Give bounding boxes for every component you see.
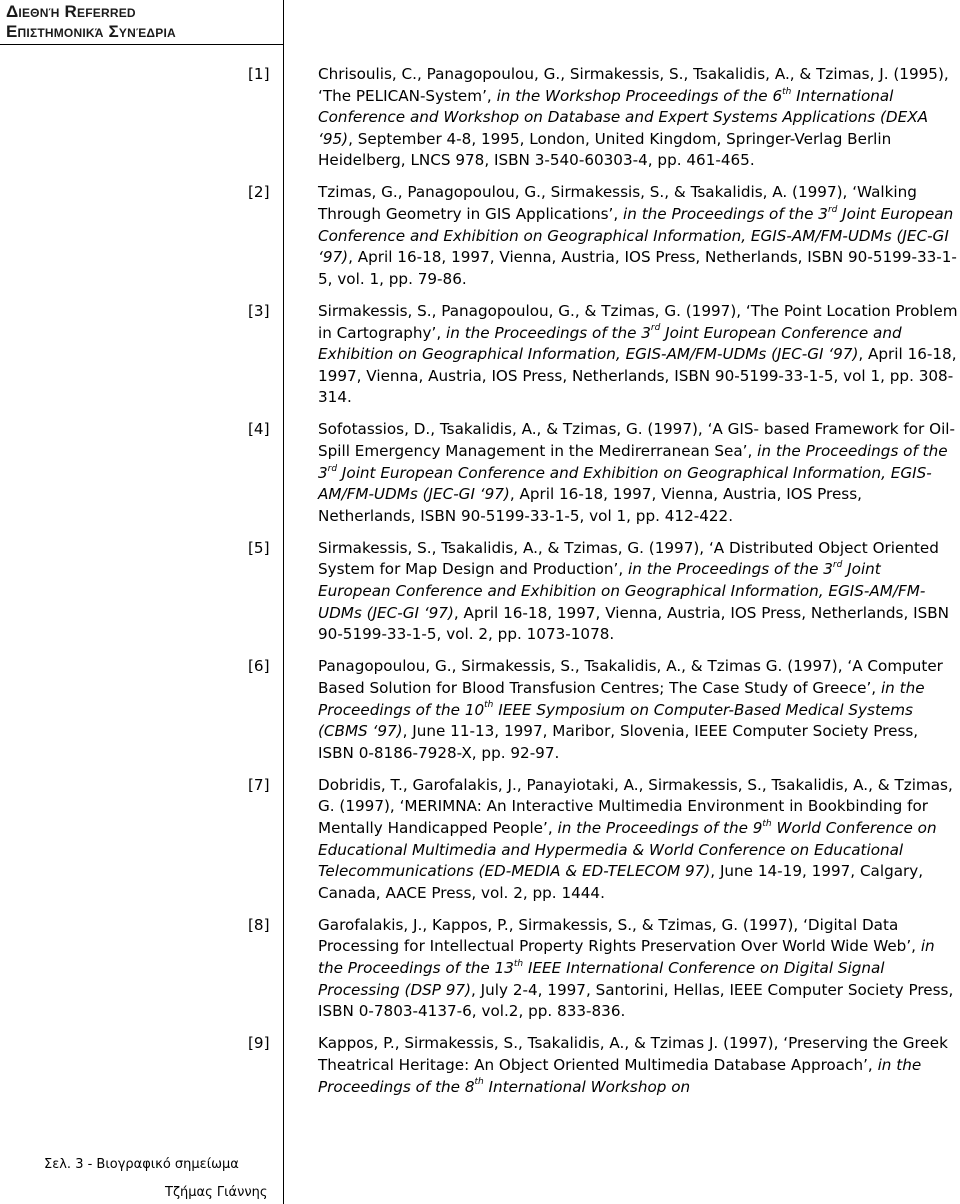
citation-text: , April 16-18, 1997, Vienna, Austria, IOS Press, Netherlands, ISBN 90-5199-33-1-5, vol. 1, pp. 79-86.	[318, 248, 957, 288]
citation-text: Panagopoulou, G., Sirmakessis, S., Tsakalidis, A., & Tzimas G. (1997), ‘A Computer Based Solution for Blood Transfusion Centres; The Case Study of Greece’,	[318, 657, 943, 697]
citation-text: , April 16-18, 1997, Vienna, Austria, IOS Press, Netherlands, ISBN 90-5199-33-1-5, vol 1, pp. 412-422.	[318, 485, 862, 525]
reference-item	[248, 915, 958, 1023]
citation-text: , July 2-4, 1997, Santorini, Hellas, IEEE Computer Society Press, ISBN 0-7803-4137-6, vol.2, pp. 833-836.	[318, 980, 954, 1021]
venue-text: World Conference on Educational Multimedia and Hypermedia & World Conference on Educational Telecommunications (ED-MEDIA & ED-TELECOM 97)	[318, 819, 937, 881]
reference-item	[248, 656, 958, 764]
ordinal-suffix: th	[782, 86, 792, 97]
reference-text	[318, 420, 955, 524]
citation-text: Garofalakis, J., Kappos, P., Sirmakessis, S., & Tzimas, G. (1997), ‘Digital Data Processing for Intellectual Property Rights Preservation Over World Wide Web’,	[318, 915, 921, 956]
venue-text: Joint European Conference and Exhibition on Geographical Information, EGIS-AM/FM-UDMs (JEC-GI ‘97)	[318, 463, 932, 504]
venue-text: in the Proceedings of the 10	[318, 678, 925, 719]
citation-text: , September 4-8, 1995, London, United Kingdom, Springer-Verlag Berlin Heidelberg, LNCS 978, ISBN 3-540-60303-4, pp. 461-465.	[318, 129, 892, 170]
venue-text: IEEE International Conference on Digital Signal Processing (DSP 97)	[318, 959, 885, 999]
reference-text	[318, 183, 957, 287]
citation-text: , June 11-13, 1997, Maribor, Slovenia, IEEE Computer Society Press, ISBN 0-8186-7928-X, pp. 92-97.	[318, 722, 919, 762]
reference-number: [1]	[248, 65, 270, 83]
reference-item	[248, 538, 958, 646]
reference-item	[248, 419, 958, 527]
venue-text: in the Proceedings of the 3	[628, 560, 833, 579]
ordinal-suffix: th	[474, 1077, 484, 1088]
citation-text: Tzimas, G., Panagopoulou, G., Sirmakessis, S., & Tsakalidis, A. (1997), ‘Walking Through Geometry in GIS Applications’,	[318, 183, 917, 224]
reference-text	[318, 1034, 948, 1095]
reference-text	[318, 657, 943, 761]
reference-number: [6]	[248, 657, 270, 676]
citation-text: Chrisoulis, C., Panagopoulou, G., Sirmakessis, S., Tsakalidis, A., & Tzimas, J. (1995), ‘The PELICAN-System’,	[318, 65, 949, 105]
reference-number: [3]	[248, 301, 270, 320]
reference-number: [4]	[248, 420, 270, 439]
venue-text: in the Proceedings of the 8	[318, 1055, 922, 1096]
section-header	[0, 0, 283, 45]
ordinal-suffix: th	[513, 959, 524, 969]
venue-text: International Conference and Workshop on Database and Expert Systems Applications (DEXA ‘95)	[318, 86, 929, 148]
venue-text: Joint European Conference and Exhibition on Geographical Information, EGIS-AM/FM-UDMs (JEC-GI ‘97)	[318, 205, 954, 267]
citation-text: Sirmakessis, S., Tsakalidis, A., & Tzimas, G. (1997), ‘A Distributed Object Oriented System for Map Design and Production’,	[318, 538, 939, 579]
venue-text: in the Proceedings of the 13	[318, 937, 935, 978]
venue-text: in the Proceedings of the 9	[557, 819, 763, 837]
left-margin-panel	[0, 0, 284, 1204]
reference-item	[248, 775, 958, 905]
venue-text: in the Workshop Proceedings of the 6	[496, 86, 783, 105]
citation-text: , April 16-18, 1997, Vienna, Austria, IOS Press, Netherlands, ISBN 90-5199-33-1-5, vol 1, pp. 308-314.	[318, 345, 957, 407]
citation-text: , June 14-19, 1997, Calgary, Canada, AACE Press, vol. 2, pp. 1444.	[318, 862, 924, 902]
header-title-line2: Επιστημονικά Συνέδρια	[6, 22, 176, 41]
citation-text: Sirmakessis, S., Panagopoulou, G., & Tzimas, G. (1997), ‘The Point Location Problem in Cartography’,	[318, 301, 958, 342]
reference-item	[248, 1033, 958, 1098]
venue-text: in the Proceedings of the 3	[623, 205, 828, 224]
reference-text	[318, 302, 958, 406]
reference-number: [2]	[248, 183, 270, 202]
reference-text	[318, 776, 953, 902]
venue-text: Joint European Conference and Exhibition on Geographical Information, EGIS-AM/FM-UDMs (JEC-GI ‘97)	[318, 323, 902, 364]
page-label: Σελ. 3 - Βιογραφικό σημείωμα	[44, 1157, 239, 1172]
reference-text	[318, 916, 953, 1020]
reference-number: [9]	[248, 1034, 270, 1053]
reference-number: [8]	[248, 915, 270, 934]
reference-text	[318, 65, 949, 169]
reference-text	[318, 539, 949, 643]
reference-item	[248, 182, 958, 290]
citation-text: Dobridis, T., Garofalakis, J., Panayiotaki, A., Sirmakessis, S., Tsakalidis, A., & Tzimas, G. (1997), ‘MERIMNA: An Interactive Multimedia Environment in Bookbinding for Mentally Handicapped People’,	[318, 775, 953, 837]
ordinal-suffix: th	[762, 818, 772, 829]
author-name: Τζήμας Γιάννης	[165, 1185, 268, 1200]
ordinal-suffix: rd	[832, 560, 843, 571]
venue-text: in the Proceedings of the 3	[318, 442, 948, 482]
citation-text: Kappos, P., Sirmakessis, S., Tsakalidis, A., & Tzimas J. (1997), ‘Preserving the Greek Theatrical Heritage: An Object Oriented Multimedia Database Approach’,	[318, 1034, 948, 1074]
venue-text: IEEE Symposium on Computer-Based Medical Systems (CBMS ‘97)	[318, 700, 913, 741]
reference-item	[248, 301, 958, 409]
ordinal-suffix: rd	[650, 323, 661, 334]
venue-text: Joint European Conference and Exhibition on Geographical Information, EGIS-AM/FM-UDMs (JEC-GI ‘97)	[318, 560, 926, 622]
venue-text: International Workshop on	[483, 1077, 691, 1096]
ordinal-suffix: th	[484, 700, 494, 711]
ordinal-suffix: rd	[827, 205, 838, 215]
reference-number: [5]	[248, 538, 270, 557]
ordinal-suffix: rd	[327, 463, 338, 474]
citation-text: Sofotassios, D., Tsakalidis, A., & Tzimas, G. (1997), ‘A GIS- based Framework for Oil-Spill Emergency Management in the Medirerranean Sea’,	[318, 420, 955, 460]
reference-list	[248, 64, 958, 1109]
venue-text: in the Proceedings of the 3	[446, 323, 651, 342]
header-title-line1: Διεθνή Referred	[6, 2, 136, 21]
reference-number: [7]	[248, 775, 270, 794]
citation-text: , April 16-18, 1997, Vienna, Austria, IOS Press, Netherlands, ISBN 90-5199-33-1-5, vol. 2, pp. 1073-1078.	[318, 603, 949, 644]
reference-item	[248, 64, 958, 172]
